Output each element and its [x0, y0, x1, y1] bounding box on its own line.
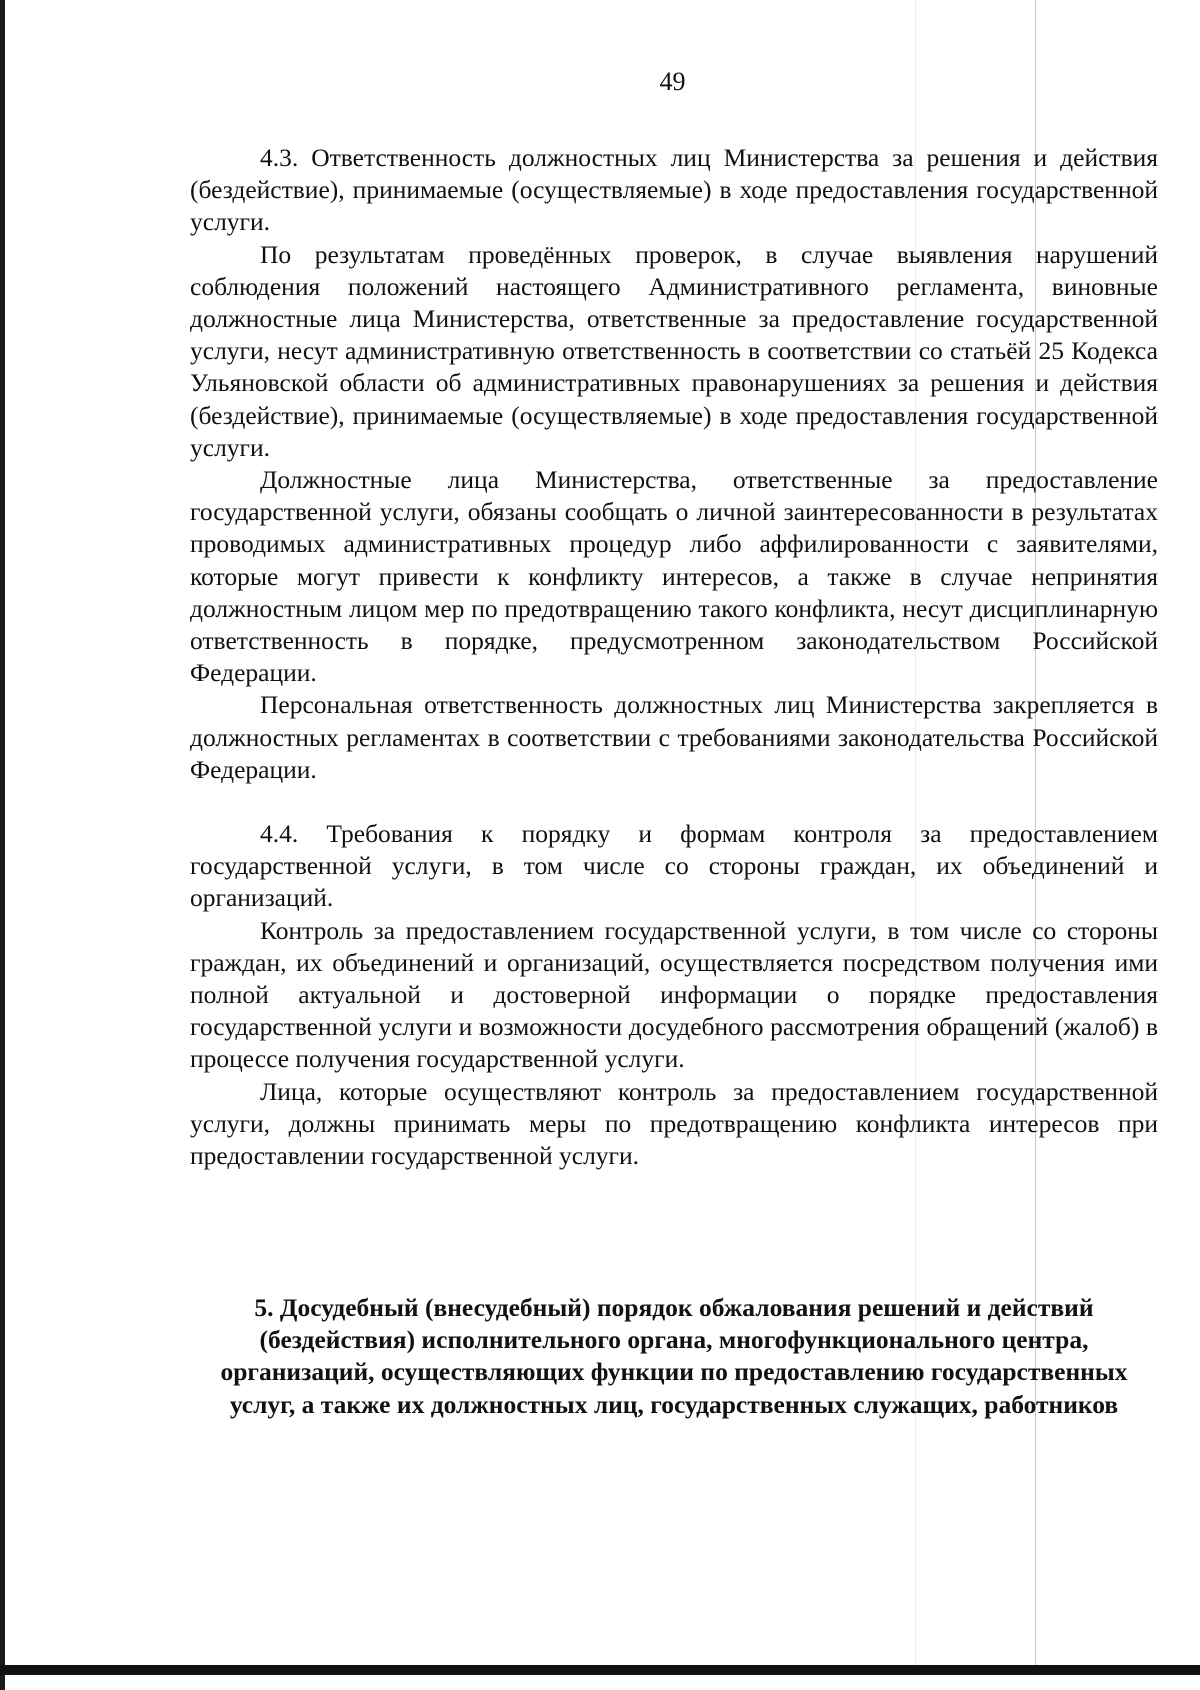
- paragraph-4-4-heading: 4.4. Требования к порядку и формам контроля за предоставлением государственной услуги, в том числе со стороны граждан, их объединений и организаций.: [190, 819, 1158, 913]
- page-number: 49: [659, 67, 686, 96]
- paragraph-control-persons: Лица, которые осуществляют контроль за предоставлением государственной услуги, должны принимать меры по предотвращению конфликта интересов при предоставлении государственной услуги.: [190, 1076, 1158, 1171]
- scan-bottom-edge: [0, 1665, 1200, 1675]
- paragraph-control-by-citizens: Контроль за предоставлением государственной услуги, в том числе со стороны граждан, их объединений и организаций, осуществляется посредством получения ими полной актуальной и достоверной информации о порядке предоставления государственной услуги и возможности досудебного рассмотрения обращений (жалоб) в процессе получения государственной услуги.: [190, 915, 1158, 1074]
- section-5-heading: 5. Досудебный (внесудебный) порядок обжалования решений и действий (бездействия) исполнительного органа, многофункционального центра, организаций, осуществляющих функции по предоставлению государственных услуг, а также их должностных лиц, государственных служащих, работников: [220, 1293, 1128, 1419]
- paragraph-conflict-of-interest: Должностные лица Министерства, ответственные за предоставление государственной услуги, обязаны сообщать о личной заинтересованности в результатах проводимых административных процедур либо аффилированности с заявителями, которые могут привести к конфликту интересов, а также в случае непринятия должностным лицом мер по предотвращению такого конфликта, несут дисциплинарную ответственность в порядке, предусмотренном законодательством Российской Федерации.: [190, 465, 1158, 688]
- document-body: [190, 142, 1158, 1172]
- paragraph-personal-responsibility: Персональная ответственность должностных лиц Министерства закрепляется в должностных регламентах в соответствии с требованиями законодательства Российской Федерации.: [190, 690, 1158, 784]
- paragraph-4-3-heading: 4.3. Ответственность должностных лиц Министерства за решения и действия (бездействие), принимаемые (осуществляемые) в ходе предоставления государственной услуги.: [190, 143, 1158, 237]
- scan-left-edge: [0, 0, 5, 1690]
- paragraph-violations-responsibility: По результатам проведённых проверок, в случае выявления нарушений соблюдения положений настоящего Административного регламента, виновные должностные лица Министерства, ответственные за предоставление государственной услуги, несут административную ответственность в соответствии со статьёй 25 Кодекса Ульяновской области об административных правонарушениях за решения и действия (бездействие), принимаемые (осуществляемые) в ходе предоставления государственной услуги.: [190, 239, 1158, 462]
